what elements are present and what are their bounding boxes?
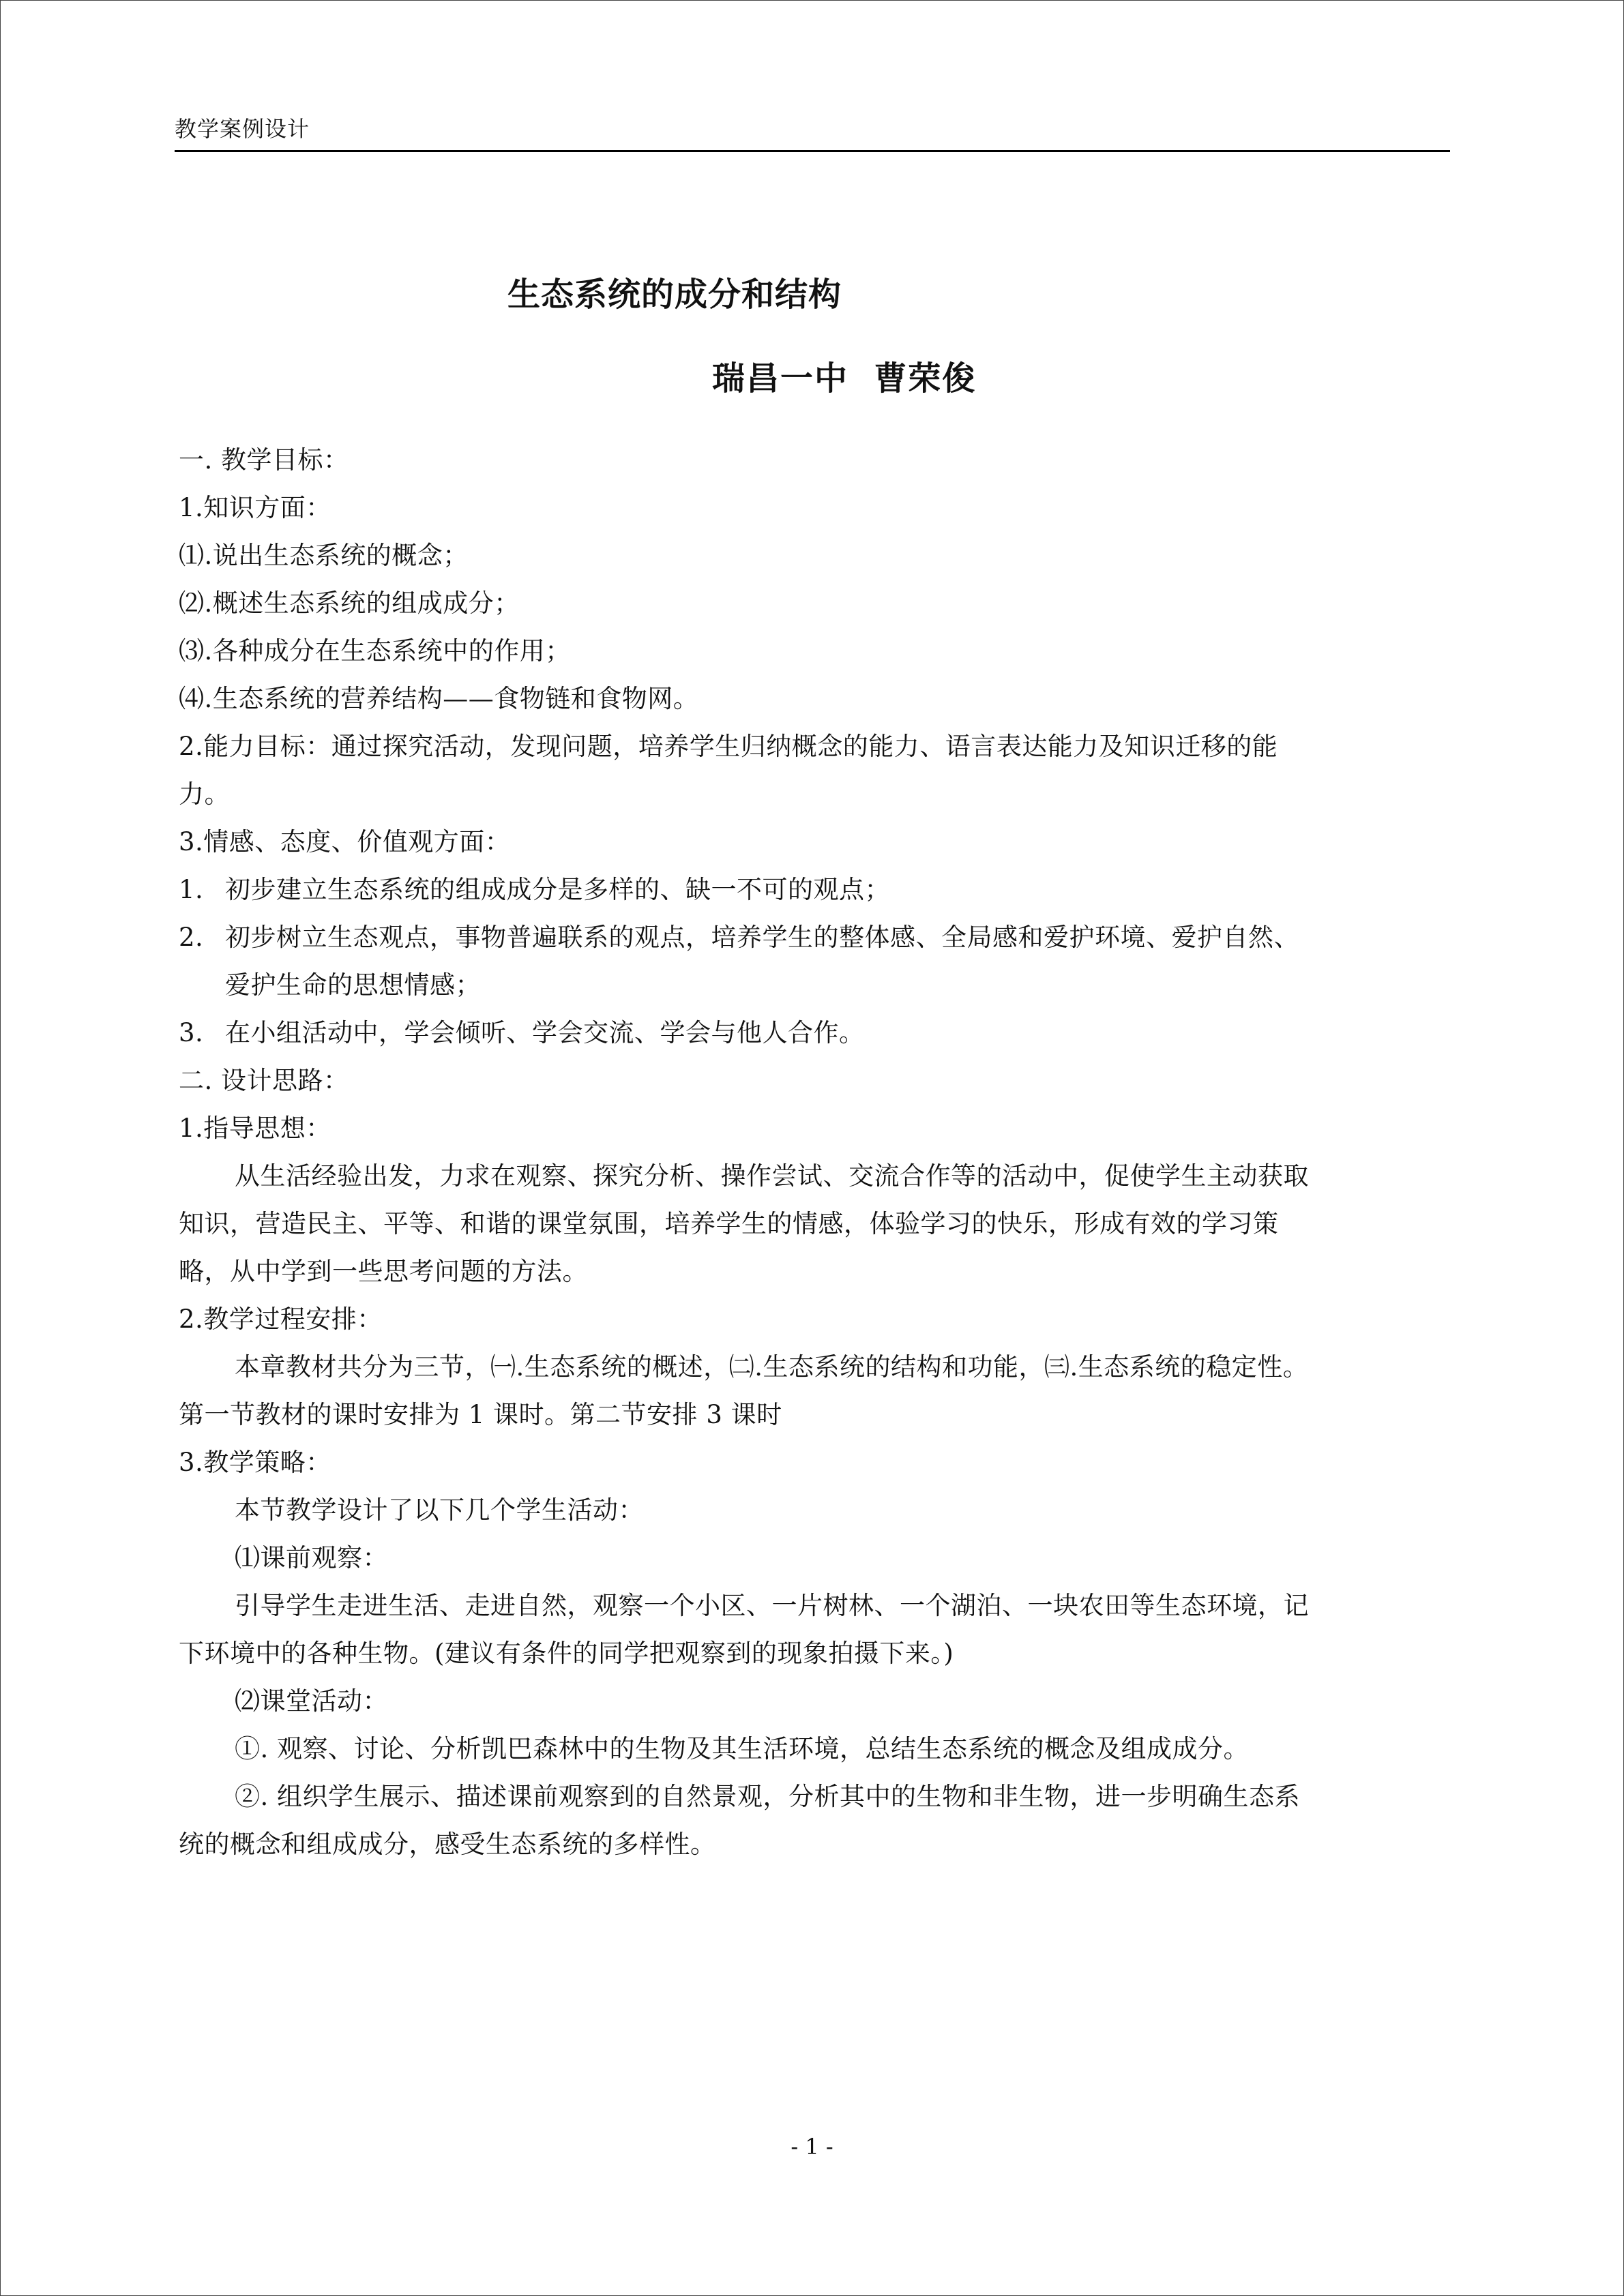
- author-line: 瑞昌一中 曹荣俊: [712, 359, 977, 398]
- in-class-activity-2-line-1: ②. 组织学生展示、描述课前观察到的自然景观，分析其中的生物和非生物，进一步明确生态系: [235, 1782, 1301, 1811]
- guide-paragraph-line-1: 从生活经验出发，力求在观察、探究分析、操作尝试、交流合作等的活动中，促使学生主动获取: [235, 1161, 1309, 1191]
- list-number: 1.: [179, 875, 204, 904]
- list-text: 初步树立生态观点，事物普遍联系的观点，培养学生的整体感、全局感和爱护环境、爱护自然、: [225, 923, 1299, 952]
- page-header: [175, 113, 1450, 145]
- subheading-strategy: 3.教学策略：: [179, 1448, 331, 1477]
- list-number: 3.: [179, 1018, 204, 1047]
- emotion-item-3: [179, 1009, 1447, 1057]
- process-paragraph-line-2: 第一节教材的课时安排为 1 课时。第二节安排 3 课时: [179, 1400, 782, 1429]
- subheading-guiding-idea: 1.指导思想：: [179, 1114, 331, 1143]
- emotion-item-1: [179, 866, 1447, 914]
- knowledge-item-2: ⑵.概述生态系统的组成成分；: [179, 588, 520, 618]
- in-class-activity-1: ①. 观察、讨论、分析凯巴森林中的生物及其生活环境，总结生态系统的概念及组成成分。: [235, 1734, 1250, 1763]
- emotion-item-2: [179, 914, 1447, 961]
- subheading-emotion: 3.情感、态度、价值观方面：: [179, 827, 511, 856]
- pre-class-line-1: 引导学生走进生活、走进自然，观察一个小区、一片树林、一个湖泊、一块农田等生态环境，记: [235, 1591, 1309, 1620]
- list-text: 在小组活动中，学会倾听、学会交流、学会与他人合作。: [225, 1018, 865, 1047]
- process-paragraph-line-1: 本章教材共分为三节，㈠.生态系统的概述，㈡.生态系统的结构和功能，㈢.生态系统的稳定性。: [235, 1352, 1309, 1382]
- subheading-process: 2.教学过程安排：: [179, 1304, 383, 1334]
- in-class-heading: ⑵课堂活动：: [235, 1686, 388, 1716]
- in-class-activity-2-line-2: 统的概念和组成成分，感受生态系统的多样性。: [179, 1830, 716, 1859]
- header-text: 教学案例设计: [175, 116, 310, 142]
- section-heading-objectives: 一. 教学目标：: [179, 445, 349, 475]
- subheading-knowledge: 1.知识方面：: [179, 493, 331, 522]
- list-number: 2.: [179, 923, 204, 952]
- guide-paragraph-line-3: 略，从中学到一些思考问题的方法。: [179, 1257, 588, 1286]
- emotion-item-2-continued: 爱护生命的思想情感；: [225, 970, 481, 1000]
- document-title: 生态系统的成分和结构: [507, 275, 842, 314]
- pre-class-line-2: 下环境中的各种生物。(建议有条件的同学把观察到的现象拍摄下来。): [179, 1639, 954, 1668]
- ability-line-2: 力。: [179, 779, 230, 809]
- strategy-intro: 本节教学设计了以下几个学生活动：: [235, 1495, 644, 1525]
- header-rule: [175, 150, 1450, 152]
- pre-class-heading: ⑴课前观察：: [235, 1543, 388, 1572]
- knowledge-item-4: ⑷.生态系统的营养结构——食物链和食物网。: [179, 684, 699, 713]
- knowledge-item-1: ⑴.说出生态系统的概念；: [179, 541, 469, 570]
- knowledge-item-3: ⑶.各种成分在生态系统中的作用；: [179, 636, 571, 666]
- list-text: 初步建立生态系统的组成成分是多样的、缺一不可的观点；: [225, 875, 890, 904]
- section-heading-design: 二. 设计思路：: [179, 1066, 349, 1095]
- guide-paragraph-line-2: 知识，营造民主、平等、和谐的课堂氛围，培养学生的情感，体验学习的快乐，形成有效的学习策: [179, 1209, 1279, 1238]
- ability-line-1: 2.能力目标：通过探究活动，发现问题，培养学生归纳概念的能力、语言表达能力及知识迁移的能: [179, 732, 1278, 761]
- page-number: - 1 -: [791, 2134, 833, 2160]
- document-body: [179, 436, 1447, 1868]
